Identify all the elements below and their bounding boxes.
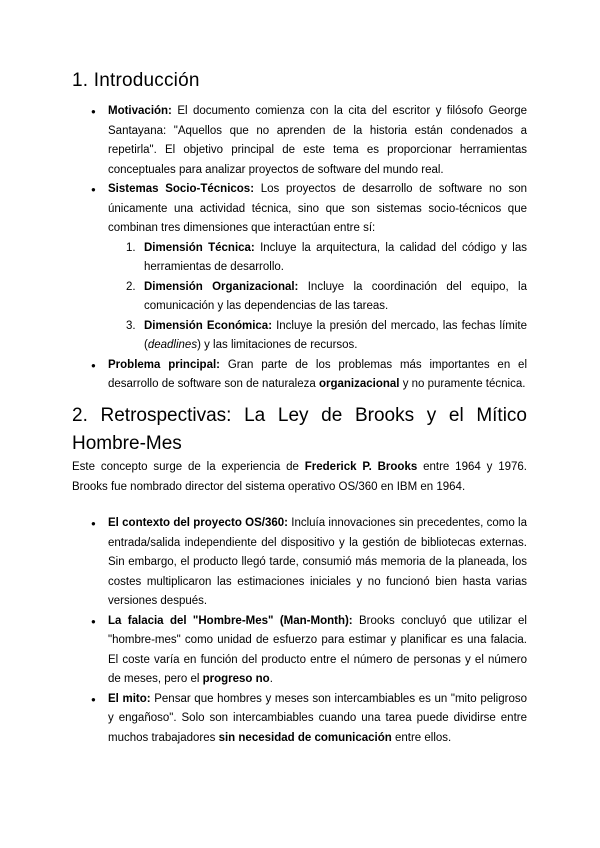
bullet-label: El mito: bbox=[108, 692, 151, 705]
bullet-label: Problema principal: bbox=[108, 358, 220, 371]
bullet-text: Los proyectos de desarrollo de software no son únicamente una actividad técnica, sino que son sistemas socio-técnicos que combinan tres dimensiones que interactúan entre sí: bbox=[108, 183, 527, 234]
intro-text-after: entre 1964 y 1976. Brooks fue nombrado director del sistema operativo OS/360 en IBM en 1964. bbox=[72, 461, 527, 493]
bullet-text-after: y no puramente técnica. bbox=[399, 378, 526, 390]
bullet-label: El contexto del proyecto OS/360: bbox=[108, 517, 288, 529]
bullet-contexto-os360 bbox=[72, 514, 527, 612]
bullet-text: El documento comienza con la cita del escritor y filósofo George Santayana: "Aquellos que no aprenden de la historia están condenados a repetirla". El objetivo principal de este tema es proporcionar herramientas conceptuales para analizar proyectos de software del mundo real. bbox=[108, 105, 527, 176]
item-number: 3. bbox=[126, 319, 136, 332]
section-2-intro bbox=[72, 458, 527, 497]
bullet-text: Gran parte de los problemas más importantes en el desarrollo de software son de naturaleza bbox=[108, 358, 527, 390]
bullet-bold: progreso no bbox=[202, 673, 270, 685]
bullet-text: Pensar que hombres y meses son intercambiables es un "mito peligroso y engañoso". Solo son intercambiables cuando una tarea puede dividirse entre muchos trabajadores bbox=[108, 692, 527, 744]
section-1-heading: 1. Introducción bbox=[72, 70, 200, 91]
item-label: Dimensión Organizacional: bbox=[144, 280, 299, 293]
item-text-after: ) y las limitaciones de recursos. bbox=[197, 339, 358, 351]
item-label: Dimensión Económica: bbox=[144, 319, 273, 332]
item-number: 2. bbox=[126, 280, 136, 293]
item-number: 1. bbox=[126, 241, 136, 254]
bullet-text-after: entre ellos. bbox=[391, 731, 452, 744]
dimension-item-organizacional bbox=[108, 278, 527, 317]
dimension-list bbox=[108, 239, 527, 356]
bullet-text-after: . bbox=[269, 673, 273, 685]
bullet-bold: organizacional bbox=[318, 378, 400, 390]
bullet-bold: sin necesidad de comunicación bbox=[218, 731, 392, 744]
bullet-motivacion bbox=[72, 102, 527, 180]
item-text: Incluye la presión del mercado, las fechas límite ( bbox=[144, 319, 527, 351]
item-italic: deadlines bbox=[147, 339, 198, 351]
bullet-label: Sistemas Socio-Técnicos: bbox=[108, 183, 255, 195]
intro-text: Este concepto surge de la experiencia de bbox=[72, 461, 305, 473]
section-2-heading: 2. Retrospectivas: La Ley de Brooks y el Mítico Hombre-Mes bbox=[72, 405, 527, 454]
section-2-bullet-list bbox=[0, 514, 527, 748]
bullet-sistemas-socio-tecnicos bbox=[72, 180, 527, 356]
bullet-falacia-hombre-mes bbox=[72, 612, 527, 690]
item-text: Incluye la arquitectura, la calidad del código y las herramientas de desarrollo. bbox=[144, 241, 527, 273]
section-1-bullet-list bbox=[0, 102, 527, 395]
bullet-problema-principal bbox=[72, 356, 527, 395]
bullet-text: Brooks concluyó que utilizar el "hombre-mes" como unidad de esfuerzo para estimar y planificar es una falacia. El coste varía en función del producto entre el número de personas y el número de meses, pero el bbox=[108, 614, 527, 685]
bullet-text: Incluía innovaciones sin precedentes, como la entrada/salida independiente del dispositivo y la gestión de bibliotecas externas. Sin embargo, el producto llegó tarde, consumió más memoria de la planeada, los costes multiplicaron las estimaciones iniciales y no funcionó bien hasta varias versiones después. bbox=[108, 517, 527, 607]
item-label: Dimensión Técnica: bbox=[144, 241, 255, 254]
dimension-item-economica bbox=[108, 317, 527, 356]
item-text: Incluye la coordinación del equipo, la comunicación y las dependencias de las tareas. bbox=[144, 280, 528, 312]
dimension-item-tecnica bbox=[108, 239, 527, 278]
bullet-label: Motivación: bbox=[108, 105, 172, 117]
bullet-el-mito bbox=[72, 690, 527, 749]
bullet-label: La falacia del "Hombre-Mes" (Man-Month): bbox=[108, 614, 353, 627]
intro-bold: Frederick P. Brooks bbox=[304, 461, 418, 473]
